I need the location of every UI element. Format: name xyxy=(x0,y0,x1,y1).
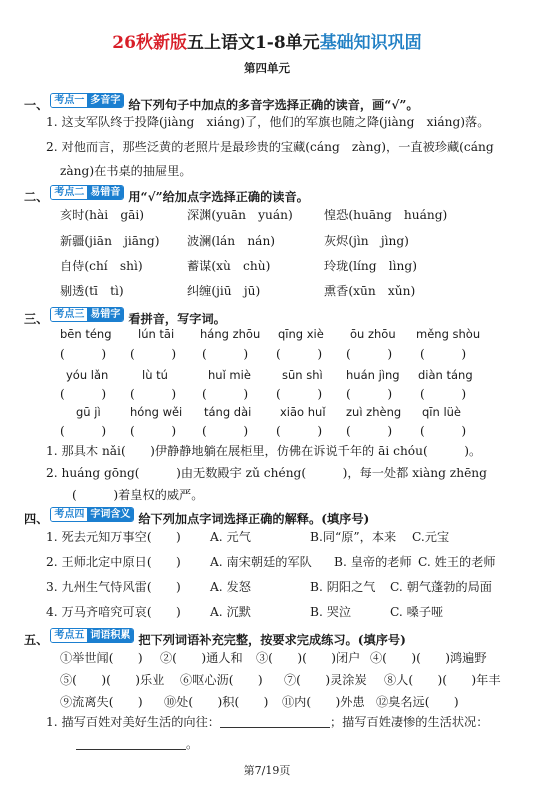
list-item: 蓄谋(xù chù) xyxy=(187,259,271,273)
answer-blank[interactable]: ( ) xyxy=(346,387,393,401)
section-tag: 考点五 词语积累 xyxy=(50,628,134,643)
list-item: 熏香(xūn xǔn) xyxy=(324,284,416,298)
list-item: 新疆(jiān jiāng) xyxy=(60,234,160,248)
option-a: A. 沉默 xyxy=(210,605,251,619)
list-item: ⑫臭名远( ) xyxy=(376,695,459,709)
question-text: 2. huáng gōng( )由无数殿宇 zǔ chéng( )，每一处都 xiàng zhēng xyxy=(46,466,487,480)
pinyin-label: xiāo huǐ xyxy=(280,405,326,419)
option-b: B. 哭泣 xyxy=(310,605,352,619)
answer-blank[interactable]: ( ) xyxy=(276,387,323,401)
section-instruction: 看拼音，写字词。 xyxy=(128,312,226,326)
list-item: ⑧人( )( )年丰 xyxy=(384,673,501,687)
list-item: ⑥呕心沥( ) xyxy=(180,673,263,687)
section-tag: 考点二 易错音 xyxy=(50,185,124,200)
answer-line[interactable] xyxy=(76,737,186,750)
section-note: (填序号) xyxy=(321,512,370,526)
section-number: 二、 xyxy=(24,190,49,204)
question-text xyxy=(76,735,198,752)
section-tag: 考点一 多音字 xyxy=(50,93,124,108)
pinyin-label: qīng xiè xyxy=(278,327,324,341)
list-item: ④( )( )鸿遍野 xyxy=(370,651,487,665)
answer-blank[interactable]: ( ) xyxy=(276,424,323,438)
pinyin-label: sūn shì xyxy=(282,368,323,382)
list-item: 玲珑(líng lìng) xyxy=(324,259,417,273)
pinyin-label: hóng wěi xyxy=(130,405,183,419)
answer-blank[interactable]: ( ) xyxy=(202,347,249,361)
list-item: 灰烬(jìn jìng) xyxy=(324,234,409,248)
question-text: ( )着皇权的威严。 xyxy=(72,488,204,502)
pinyin-label: yóu lǎn xyxy=(66,368,109,382)
pinyin-label: qīn lüè xyxy=(422,405,461,419)
section-instruction: 给下列句子中加点的多音字选择正确的读音，画“√”。 xyxy=(128,98,419,112)
pinyin-label: bēn téng xyxy=(60,327,112,341)
answer-blank[interactable]: ( ) xyxy=(420,424,467,438)
title-blue: 基础知识巩固 xyxy=(319,33,422,53)
list-item: ⑦( )灵涂炭 xyxy=(284,673,367,687)
section-note: (填序号) xyxy=(357,633,406,647)
pinyin-label: lún tāi xyxy=(138,327,175,341)
list-item: ⑪内( )外患 xyxy=(282,695,365,709)
list-item: ②( )通人和 xyxy=(160,651,243,665)
section-1-heading xyxy=(24,93,419,113)
section-number: 五、 xyxy=(24,633,49,647)
answer-line[interactable] xyxy=(220,715,330,728)
pinyin-label: gū jì xyxy=(76,405,101,419)
section-4-heading xyxy=(24,507,369,527)
list-item: 1. 死去元知万事空( ) xyxy=(46,530,181,544)
period: 。 xyxy=(186,737,199,751)
question-prompt: 1. 描写百姓对美好生活的向往： xyxy=(46,715,220,729)
page-number: 第7/19页 xyxy=(243,764,291,777)
section-3-heading xyxy=(24,307,226,327)
section-number: 一、 xyxy=(24,98,49,112)
pinyin-label: táng dài xyxy=(204,405,252,419)
list-item: ⑨流离失( ) xyxy=(60,695,143,709)
option-b: B. 皇帝的老师 xyxy=(334,555,412,569)
option-b: B. 阴阳之气 xyxy=(310,580,376,594)
list-item: ⑤( )( )乐业 xyxy=(60,673,165,687)
section-5-heading xyxy=(24,628,406,648)
section-instruction: 把下列词语补充完整，按要求完成练习。 xyxy=(138,633,358,647)
list-item: 2. 王师北定中原日( ) xyxy=(46,555,181,569)
option-c: C. 嗓子哑 xyxy=(390,605,444,619)
answer-blank[interactable]: ( ) xyxy=(60,347,107,361)
question-text: 1. 那具木 nǎi( )伊静静地躺在展柜里，仿佛在诉说千年的 āi chóu( )。 xyxy=(46,444,482,458)
option-c: C.元宝 xyxy=(412,530,450,544)
page-title xyxy=(0,28,534,53)
unit-heading: 第四单元 xyxy=(244,61,290,75)
option-c: C. 姓王的老师 xyxy=(418,555,496,569)
option-a: A. 发怒 xyxy=(210,580,251,594)
question-text xyxy=(46,713,488,730)
question-prompt: ；描写百姓凄惨的生活状况： xyxy=(329,715,489,729)
question-text: zàng)在书桌的抽屉里。 xyxy=(60,164,192,178)
list-item: 亥时(hài gāi) xyxy=(60,208,145,222)
pinyin-label: háng zhōu xyxy=(200,327,261,341)
section-number: 三、 xyxy=(24,312,49,326)
section-tag: 考点四 字词含义 xyxy=(50,507,134,522)
list-item: ⑩处( )积( ) xyxy=(164,695,269,709)
answer-blank[interactable]: ( ) xyxy=(420,387,467,401)
section-instruction: 用“√”给加点字选择正确的读音。 xyxy=(128,190,309,204)
list-item: ①举世闻( ) xyxy=(60,651,143,665)
option-a: A. 南宋朝廷的军队 xyxy=(210,555,312,569)
list-item: 纠缠(jiū jū) xyxy=(187,284,261,298)
answer-blank[interactable]: ( ) xyxy=(346,424,393,438)
pinyin-label: huǐ miè xyxy=(208,368,251,382)
answer-blank[interactable]: ( ) xyxy=(202,424,249,438)
list-item: 深渊(yuān yuán) xyxy=(187,208,293,222)
question-text: 2. 对他而言，那些泛黄的老照片是最珍贵的宝藏(cáng zàng)，一直被珍藏(cáng xyxy=(46,140,494,154)
option-a: A. 元气 xyxy=(210,530,251,544)
answer-blank[interactable]: ( ) xyxy=(130,347,177,361)
section-tag: 考点三 易错字 xyxy=(50,307,124,322)
pinyin-label: měng shòu xyxy=(416,327,481,341)
pinyin-label: lù tú xyxy=(142,368,168,382)
section-instruction: 给下列加点字词选择正确的解释。 xyxy=(138,512,322,526)
title-black: 五上语文1-8单元 xyxy=(186,33,320,53)
option-c: C. 朝气蓬勃的局面 xyxy=(390,580,492,594)
list-item: 剔透(tī tì) xyxy=(60,284,124,298)
answer-blank[interactable]: ( ) xyxy=(130,424,177,438)
list-item: 自侍(chí shì) xyxy=(60,259,143,273)
title-red: 26秋新版 xyxy=(112,33,187,53)
answer-blank[interactable]: ( ) xyxy=(202,387,249,401)
pinyin-label: huán jìng xyxy=(346,368,400,382)
list-item: 惶恐(huāng huáng) xyxy=(324,208,448,222)
question-text: 1. 这支军队终于投降(jiàng xiáng)了，他们的军旗也随之降(jiàng xiáng)落。 xyxy=(46,115,490,129)
pinyin-label: diàn táng xyxy=(418,368,473,382)
answer-blank[interactable]: ( ) xyxy=(420,347,467,361)
list-item: 波澜(lán nán) xyxy=(187,234,276,248)
answer-blank[interactable]: ( ) xyxy=(346,347,393,361)
section-number: 四、 xyxy=(24,512,49,526)
answer-blank[interactable]: ( ) xyxy=(60,387,107,401)
list-item: 3. 九州生气恃风雷( ) xyxy=(46,580,181,594)
answer-blank[interactable]: ( ) xyxy=(130,387,177,401)
pinyin-label: ōu zhōu xyxy=(350,327,396,341)
answer-blank[interactable]: ( ) xyxy=(60,424,107,438)
answer-blank[interactable]: ( ) xyxy=(276,347,323,361)
section-2-heading xyxy=(24,185,309,205)
option-b: B.同“原”，本来 xyxy=(310,530,397,544)
list-item: 4. 万马齐喑究可哀( ) xyxy=(46,605,181,619)
pinyin-label: zuì zhèng xyxy=(346,405,402,419)
list-item: ③( )( )闭户 xyxy=(256,651,361,665)
